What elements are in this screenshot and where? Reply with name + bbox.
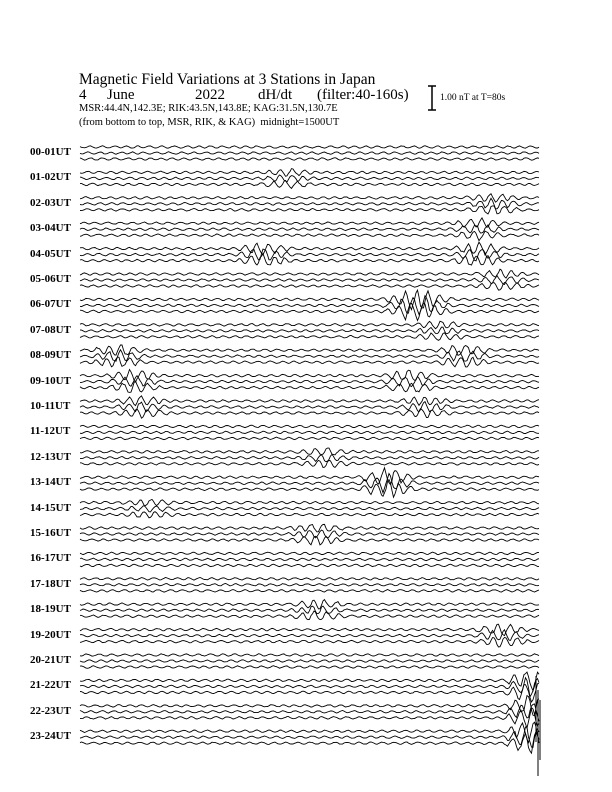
scale-bar (428, 86, 436, 110)
trace-15-16UT-RIK (80, 530, 539, 538)
trace-00-01UT-RIK (80, 152, 539, 155)
trace-05-06UT-KAG (80, 269, 539, 278)
hour-label: 13-14UT (30, 476, 71, 489)
trace-08-09UT-MSR (80, 357, 539, 367)
trace-14-15UT-KAG (80, 499, 539, 506)
traces-group (80, 146, 540, 776)
trace-23-24UT-KAG (80, 722, 539, 742)
trace-14-15UT-MSR (80, 512, 539, 518)
hour-label: 19-20UT (30, 628, 71, 641)
hour-label: 12-13UT (30, 450, 71, 463)
trace-05-06UT-RIK (80, 276, 539, 285)
trace-17-18UT-RIK (80, 584, 539, 587)
trace-20-21UT-MSR (80, 666, 539, 669)
hour-label: 09-10UT (30, 374, 71, 387)
trace-01-02UT-KAG (80, 169, 539, 177)
order-text: (from bottom to top, MSR, RIK, & KAG) (79, 117, 256, 128)
trace-02-03UT-MSR (80, 206, 539, 214)
trace-18-19UT-MSR (80, 611, 539, 620)
hour-label: 22-23UT (30, 704, 71, 717)
trace-04-05UT-MSR (80, 254, 539, 265)
trace-04-05UT-KAG (80, 242, 539, 255)
hour-label: 16-17UT (30, 552, 71, 565)
trace-19-20UT-MSR (80, 638, 539, 648)
station-coordinates: MSR:44.4N,142.3E; RIK:43.5N,143.8E; KAG:31.5N,130.7E (79, 103, 338, 114)
trace-08-09UT-RIK (80, 350, 539, 361)
hour-label: 14-15UT (30, 501, 71, 514)
hour-label: 20-21UT (30, 654, 71, 666)
hour-label: 03-04UT (30, 222, 71, 235)
trace-05-06UT-MSR (80, 283, 539, 291)
trace-03-04UT-KAG (80, 218, 539, 227)
trace-22-23UT-MSR (80, 708, 539, 728)
trace-16-17UT-MSR (80, 564, 539, 567)
trace-00-01UT-MSR (80, 158, 539, 161)
hour-label: 07-08UT (30, 323, 71, 336)
trace-17-18UT-MSR (80, 590, 539, 593)
trace-06-07UT-KAG (80, 290, 539, 310)
trace-17-18UT-KAG (80, 578, 539, 581)
chart-title: Magnetic Field Variations at 3 Stations in Japan (79, 71, 376, 88)
trace-01-02UT-RIK (80, 175, 539, 182)
trace-01-02UT-MSR (80, 181, 539, 189)
hour-label: 21-22UT (30, 679, 71, 692)
hour-label: 18-19UT (30, 603, 71, 616)
trace-11-12UT-MSR (80, 437, 539, 440)
trace-13-14UT-KAG (80, 468, 539, 485)
hour-label: 00-01UT (30, 146, 71, 158)
hour-label: 04-05UT (30, 247, 71, 260)
trace-07-08UT-KAG (80, 321, 539, 329)
trace-18-19UT-KAG (80, 600, 539, 609)
trace-10-11UT-MSR (80, 409, 539, 419)
hour-label: 15-16UT (30, 527, 71, 539)
trace-13-14UT-MSR (80, 480, 539, 498)
scale-label: 1.00 nT at T=80s (440, 93, 506, 103)
trace-11-12UT-KAG (80, 425, 539, 428)
trace-11-12UT-RIK (80, 431, 539, 434)
trace-19-20UT-RIK (80, 630, 539, 641)
date-month: June (107, 87, 135, 103)
trace-12-13UT-RIK (80, 454, 539, 461)
trace-21-22UT-KAG (80, 672, 539, 691)
trace-00-01UT-KAG (80, 146, 539, 149)
trace-16-17UT-KAG (80, 552, 539, 555)
trace-20-21UT-KAG (80, 654, 539, 657)
trace-14-15UT-RIK (80, 506, 539, 512)
date-year: 2022 (195, 87, 225, 103)
hour-label: 01-02UT (30, 171, 71, 184)
trace-12-13UT-MSR (80, 460, 539, 467)
trace-23-24UT-MSR (80, 732, 539, 753)
trace-16-17UT-RIK (80, 558, 539, 561)
filter-label: (filter:40-160s) (317, 87, 409, 103)
trace-03-04UT-RIK (80, 225, 539, 233)
trace-02-03UT-KAG (80, 194, 539, 202)
date-day: 4 (79, 87, 87, 103)
trace-15-16UT-MSR (80, 536, 539, 545)
hour-label: 23-24UT (30, 730, 71, 743)
hour-label: 05-06UT (30, 273, 71, 285)
hour-label: 06-07UT (30, 298, 71, 311)
hour-label: 11-12UT (30, 425, 71, 438)
trace-09-10UT-KAG (80, 370, 539, 383)
hour-label: 02-03UT (30, 196, 71, 209)
trace-10-11UT-KAG (80, 396, 539, 406)
trace-12-13UT-KAG (80, 448, 539, 455)
station-order-note (79, 118, 339, 129)
hour-label: 08-09UT (30, 349, 71, 362)
end-spike-trace (536, 676, 540, 776)
trace-02-03UT-RIK (80, 198, 539, 209)
trace-07-08UT-MSR (80, 333, 539, 341)
hour-label: 17-18UT (30, 577, 71, 590)
hour-label: 10-11UT (30, 400, 71, 412)
trace-07-08UT-RIK (80, 327, 539, 334)
trace-19-20UT-KAG (80, 624, 539, 635)
trace-20-21UT-RIK (80, 660, 539, 663)
midnight-text: midnight=1500UT (260, 117, 340, 128)
quantity-label: dH/dt (258, 87, 293, 103)
